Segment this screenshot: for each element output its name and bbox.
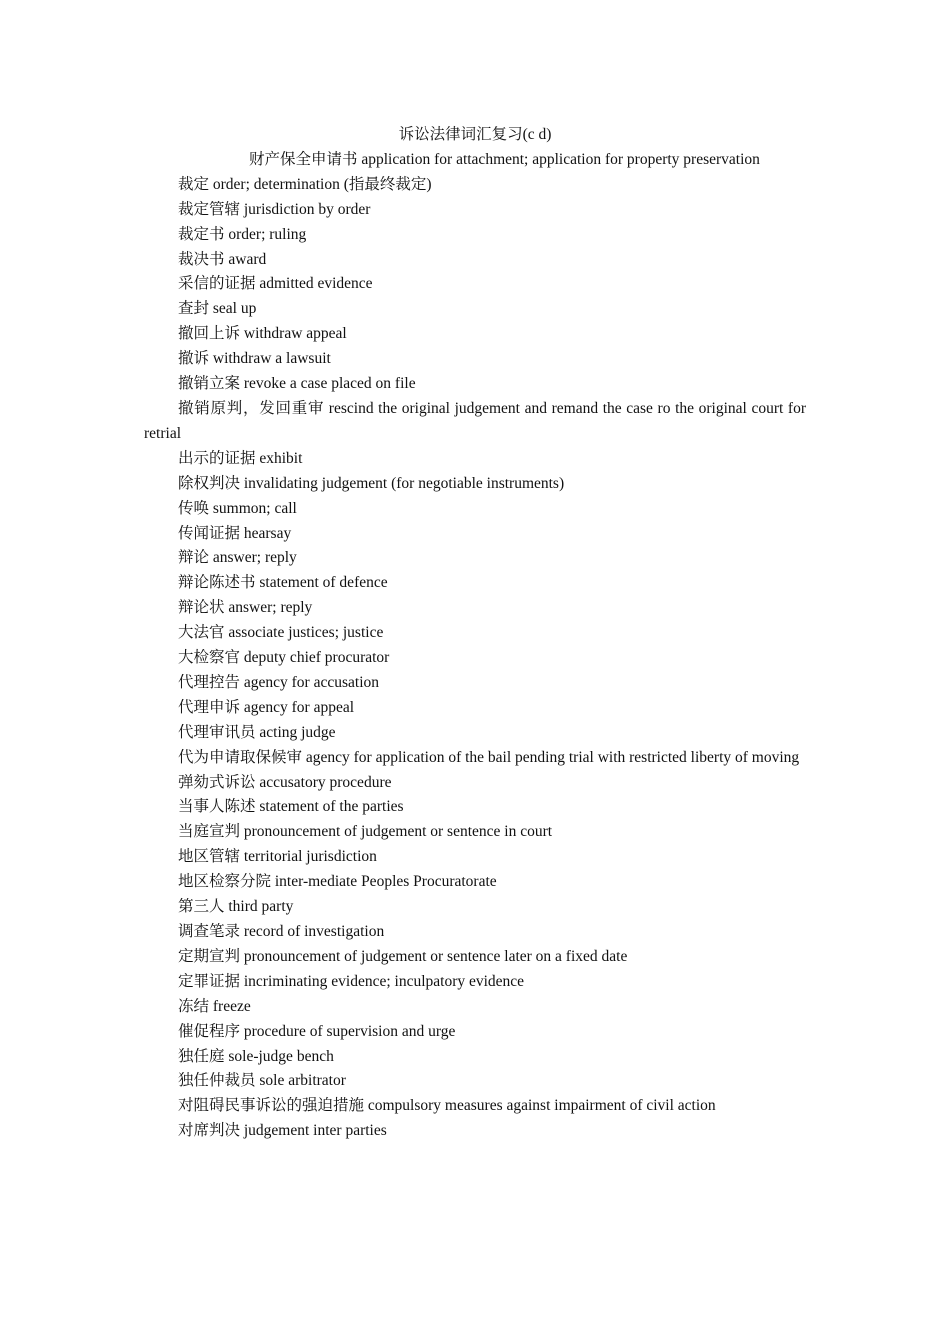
glossary-entry: 裁定书 order; ruling [178, 225, 307, 243]
glossary-entry: 传闻证据 hearsay [178, 524, 292, 542]
glossary-entry: 大法官 associate justices; justice [178, 624, 384, 642]
glossary-entry: 出示的证据 exhibit [178, 449, 303, 467]
glossary-entry: 定罪证据 incriminating evidence; inculpatory evidence [178, 972, 525, 990]
glossary-entry: 撤诉 withdraw a lawsuit [178, 350, 331, 368]
glossary-entry: 当事人陈述 statement of the parties [178, 798, 404, 816]
glossary-entry: 采信的证据 admitted evidence [178, 275, 373, 293]
glossary-entry: 传唤 summon; call [178, 499, 297, 517]
glossary-entry: 大检察官 deputy chief procurator [178, 649, 390, 667]
glossary-entry: 地区检察分院 inter-mediate Peoples Procuratorate [178, 873, 497, 891]
glossary-entry: 除权判决 invalidating judgement (for negotiable instruments) [178, 474, 565, 492]
glossary-entry: 地区管辖 territorial jurisdiction [178, 848, 377, 866]
glossary-entry: 弹劾式诉讼 accusatory procedure [178, 773, 392, 791]
glossary-entry: 查封 seal up [178, 300, 257, 318]
glossary-entry: 辩论陈述书 statement of defence [178, 574, 388, 592]
glossary-entry: 对席判决 judgement inter parties [178, 1122, 387, 1140]
glossary-entry: 代为申请取保候审 agency for application of the bail pending trial with restricted liberty of moving [178, 748, 800, 766]
entry-first: 财产保全申请书 application for attachment; application for property preservation [249, 150, 760, 168]
glossary-entry: 冻结 freeze [178, 997, 251, 1015]
glossary-entry: 代理控告 agency for accusation [178, 673, 380, 691]
glossary-entry: 裁定管辖 jurisdiction by order [178, 200, 371, 218]
glossary-entry: 代理审讯员 acting judge [178, 723, 336, 741]
glossary-entry: 裁决书 award [178, 250, 267, 268]
glossary-entry: 第三人 third party [178, 898, 294, 916]
glossary-entry: 撤销立案 revoke a case placed on file [178, 375, 416, 393]
glossary-entry: 独任仲裁员 sole arbitrator [178, 1072, 346, 1090]
glossary-entry: 催促程序 procedure of supervision and urge [178, 1022, 456, 1040]
document-title: 诉讼法律词汇复习(c d) [398, 126, 552, 143]
glossary-entry: 定期宣判 pronouncement of judgement or sentence later on a fixed date [178, 947, 628, 965]
document-page [144, 123, 806, 1144]
glossary-entry: 独任庭 sole-judge bench [178, 1047, 334, 1065]
glossary-entry: 对阻碍民事诉讼的强迫措施 compulsory measures against impairment of civil action [178, 1097, 716, 1115]
glossary-entry: 撤销原判，发回重审 rescind the original judgement and remand the case ro the original court for retrial [144, 399, 806, 442]
glossary-entry: 辩论 answer; reply [178, 549, 297, 567]
glossary-entry: 调查笔录 record of investigation [178, 923, 385, 940]
glossary-entry: 裁定 order; determination (指最终裁定) [178, 175, 432, 193]
entries-list [144, 173, 806, 1144]
glossary-entry: 辩论状 answer; reply [178, 599, 313, 617]
glossary-entry: 代理申诉 agency for appeal [178, 698, 355, 716]
glossary-entry: 撤回上诉 withdraw appeal [178, 325, 347, 343]
glossary-entry: 当庭宣判 pronouncement of judgement or sentence in court [178, 823, 553, 841]
